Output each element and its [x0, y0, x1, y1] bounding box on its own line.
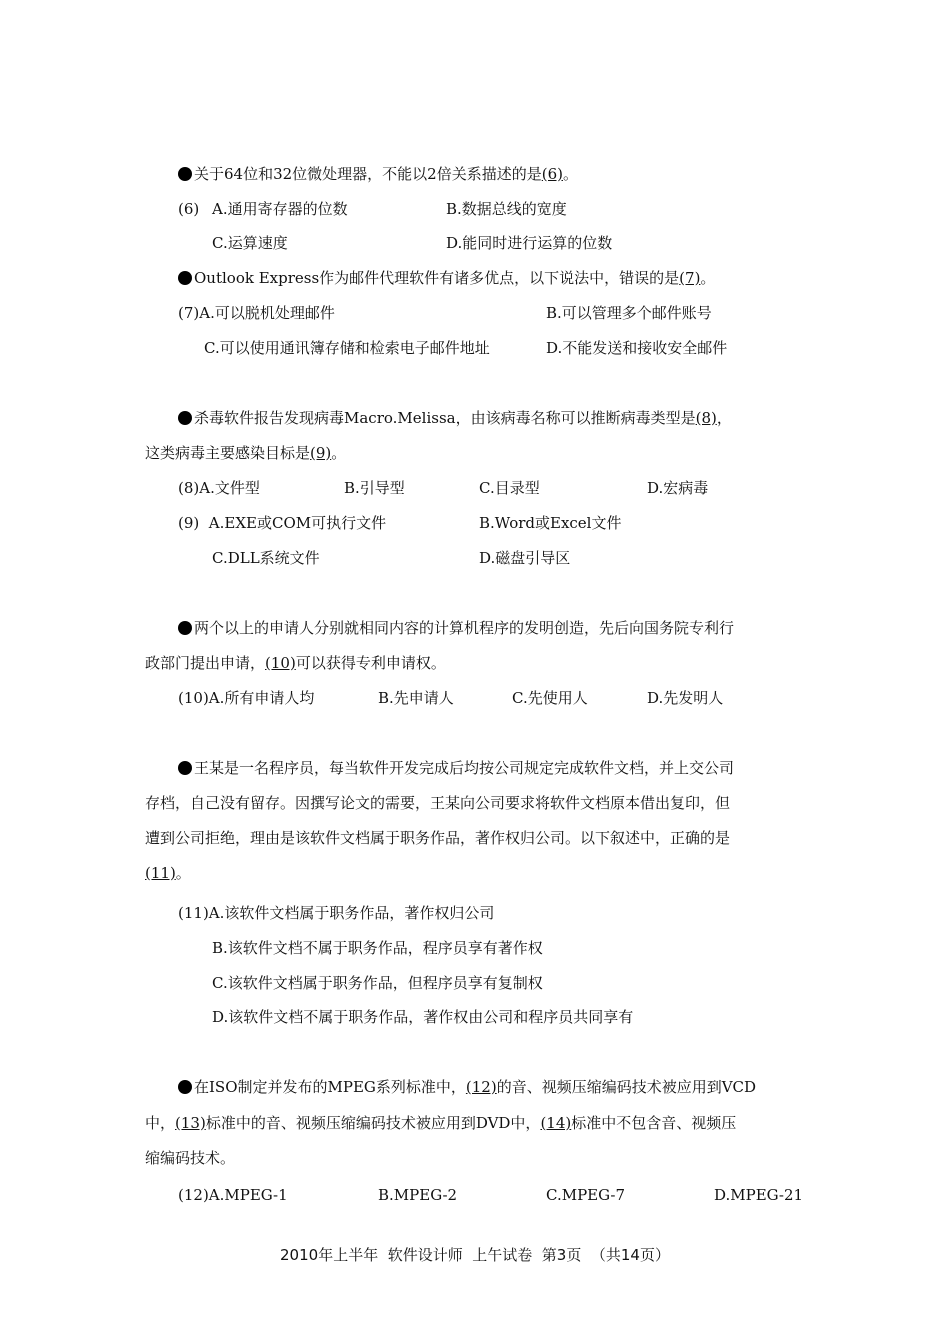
bullet-icon [178, 761, 192, 775]
answer-blank: (12) [465, 1078, 497, 1096]
option-10a: (10)A.所有申请人均 [178, 689, 315, 707]
answer-blank: (10) [265, 654, 296, 672]
bullet-icon [178, 167, 192, 181]
option-10c: C.先使用人 [512, 689, 588, 707]
option-7d: D.不能发送和接收安全邮件 [546, 339, 728, 357]
question-11-stem-cont: 遭到公司拒绝，理由是该软件文档属于职务作品，著作权归公司。以下叙述中，正确的是 [145, 829, 731, 847]
question-9-stem: 这类病毒主要感染目标是(9)。 [145, 444, 347, 462]
option-11b: B.该软件文档不属于职务作品，程序员享有著作权 [212, 939, 543, 957]
question-11-stem-cont: (11)。 [145, 864, 191, 882]
question-14-stem-cont: 缩编码技术。 [145, 1149, 236, 1167]
answer-blank: (9) [310, 444, 332, 462]
option-8b: B.引导型 [344, 479, 405, 497]
question-10-stem: 两个以上的申请人分别就相同内容的计算机程序的发明创造，先后向国务院专利行 [178, 618, 734, 638]
option-11d: D.该软件文档不属于职务作品，著作权由公司和程序员共同享有 [212, 1008, 634, 1026]
option-9d: D.磁盘引导区 [479, 549, 571, 567]
option-6c: C.运算速度 [212, 234, 288, 252]
option-11a: (11)A.该软件文档属于职务作品，著作权归公司 [178, 904, 495, 922]
option-6a: A.通用寄存器的位数 [212, 200, 348, 218]
option-10d: D.先发明人 [647, 689, 724, 707]
option-6d: D.能同时进行运算的位数 [446, 234, 613, 252]
answer-blank: (13) [175, 1114, 206, 1132]
option-12b: B.MPEG-2 [378, 1186, 458, 1204]
question-7-stem: Outlook Express作为邮件代理软件有诸多优点，以下说法中，错误的是(7)。 [178, 268, 715, 288]
bullet-icon [178, 271, 192, 285]
question-8-stem: 杀毒软件报告发现病毒Macro.Melissa，由该病毒名称可以推断病毒类型是(8)， [178, 408, 732, 428]
page-footer: 2010年上半年 软件设计师 上午试卷 第3页 （共14页） [280, 1246, 670, 1264]
option-9a: (9) A.EXE或COM可执行文件 [178, 514, 387, 532]
option-9b: B.Word或Excel文件 [479, 514, 622, 532]
question-11-stem-cont: 存档，自己没有留存。因撰写论文的需要，王某向公司要求将软件文档原本借出复印，但 [145, 794, 731, 812]
bullet-icon [178, 1080, 192, 1094]
option-9c: C.DLL系统文件 [212, 549, 320, 567]
option-11c: C.该软件文档属于职务作品，但程序员享有复制权 [212, 974, 543, 992]
answer-blank: (14) [540, 1114, 572, 1132]
option-7b: B.可以管理多个邮件账号 [546, 304, 712, 322]
option-7a: (7)A.可以脱机处理邮件 [178, 304, 335, 322]
question-13-stem: 中，(13)标准中的音、视频压缩编码技术被应用到DVD中，(14)标准中不包含音、视频压 [145, 1114, 737, 1132]
question-12-stem: 在ISO制定并发布的MPEG系列标准中，(12)的音、视频压缩编码技术被应用到VCD [178, 1077, 756, 1097]
option-12c: C.MPEG-7 [546, 1186, 625, 1204]
answer-blank: (11) [145, 864, 176, 882]
option-8a: (8)A.文件型 [178, 479, 260, 497]
option-10b: B.先申请人 [378, 689, 454, 707]
question-10-stem-cont: 政部门提出申请，(10)可以获得专利申请权。 [145, 654, 446, 672]
option-8c: C.目录型 [479, 479, 540, 497]
option-12d: D.MPEG-21 [714, 1186, 804, 1204]
question-6-stem: 关于64位和32位微处理器，不能以2倍关系描述的是(6)。 [178, 164, 578, 184]
question-11-stem: 王某是一名程序员，每当软件开发完成后均按公司规定完成软件文档，并上交公司 [178, 758, 734, 778]
answer-blank: (8) [695, 409, 717, 427]
answer-blank: (6) [541, 165, 563, 183]
option-8d: D.宏病毒 [647, 479, 709, 497]
bullet-icon [178, 411, 192, 425]
bullet-icon [178, 621, 192, 635]
option-6b: B.数据总线的宽度 [446, 200, 567, 218]
option-12a: (12)A.MPEG-1 [178, 1186, 288, 1204]
option-7c: C.可以使用通讯簿存储和检索电子邮件地址 [204, 339, 490, 357]
option-6-number: (6) [178, 200, 200, 218]
answer-blank: (7) [679, 269, 701, 287]
